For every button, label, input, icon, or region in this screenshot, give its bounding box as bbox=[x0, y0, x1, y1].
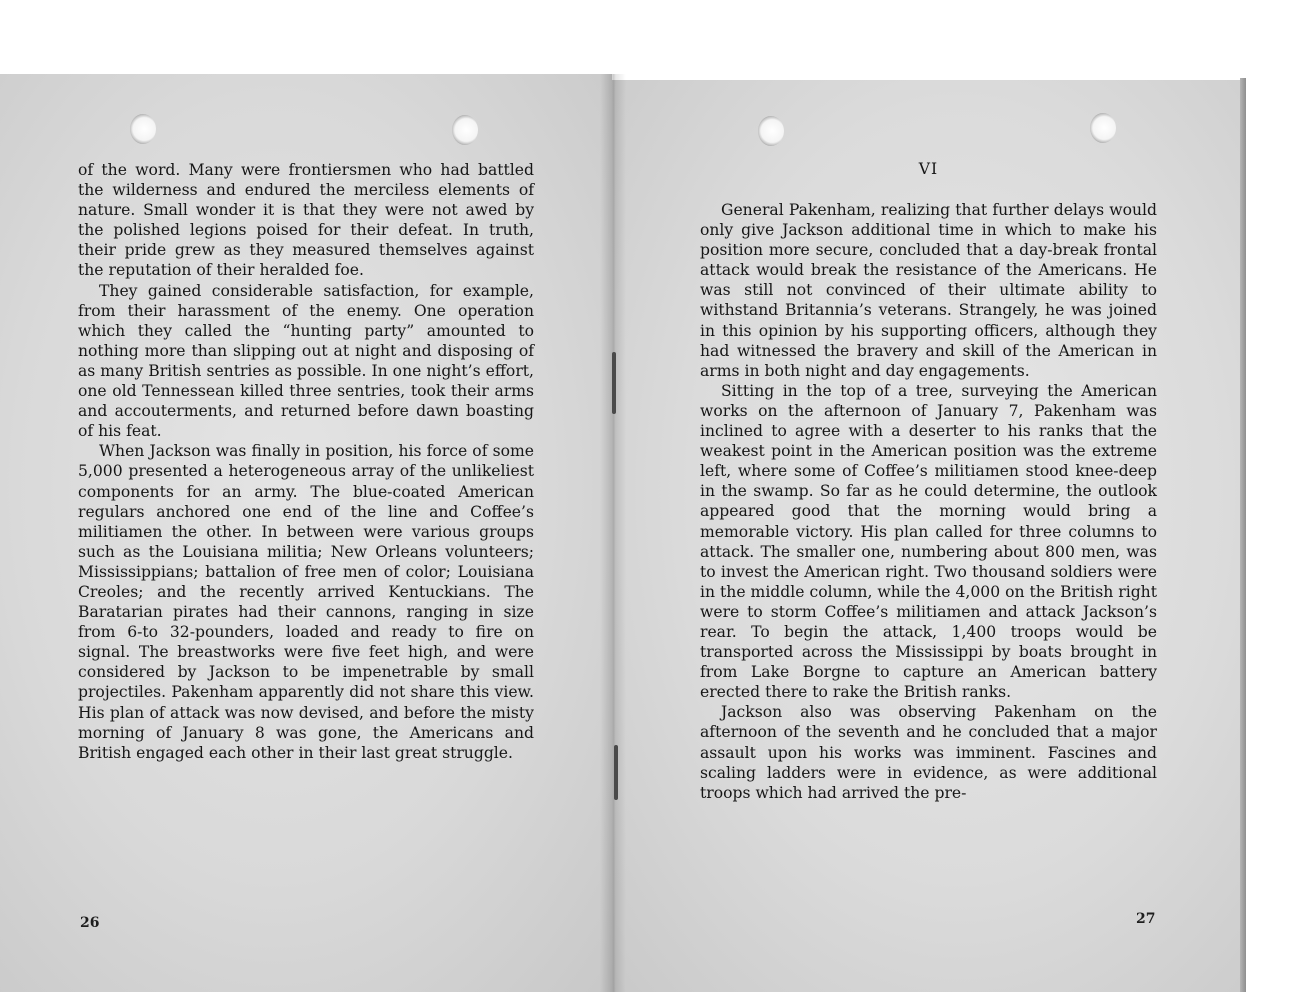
right-page-body bbox=[700, 200, 1157, 803]
chapter-heading: VI bbox=[918, 160, 939, 178]
page-edge-shadow bbox=[1240, 78, 1246, 992]
body-paragraph: of the word. Many were frontiersmen who had battled the wilderness and endured the merciless elements of nature. Small wonder it is that they were not awed by the polished legions poised for their defeat. In truth, their pride grew as they measured themselves against the reputation of their heralded foe. bbox=[78, 161, 534, 280]
punch-hole-left-2 bbox=[452, 115, 478, 145]
left-page-body bbox=[78, 160, 534, 763]
book-gutter bbox=[600, 74, 626, 992]
punch-hole-left-1 bbox=[130, 114, 156, 144]
staple-bottom bbox=[614, 745, 618, 800]
body-paragraph: They gained considerable satisfaction, for example, from their harassment of the enemy. One operation which they called the “hunting party” amounted to nothing more than slipping out at night and disposing of as many British sentries as possible. In one night’s effort, one old Tennessean killed three sentries, took their arms and accouterments, and returned before dawn boasting of his feat. bbox=[78, 281, 534, 441]
page-number-left: 26 bbox=[80, 915, 100, 931]
page-number-right: 27 bbox=[1136, 911, 1156, 927]
punch-hole-right-2 bbox=[1090, 113, 1116, 143]
body-paragraph: Sitting in the top of a tree, surveying the American works on the afternoon of January 7, Pakenham was inclined to agree with a deserter to his ranks that the weakest point in the American position was the extreme left, where some of Coffee’s militiamen stood knee-deep in the swamp. So far as he could determine, the outlook appeared good that the morning would bring a memorable victory. His plan called for three columns to attack. The smaller one, numbering about 800 men, was to invest the American right. Two thousand soldiers were in the middle column, while the 4,000 on the British right were to storm Coffee’s militiamen and attack Jackson’s rear. To begin the attack, 1,400 troops would be transported across the Mississippi by boats brought in from Lake Borgne to capture an American battery erected there to rake the British ranks. bbox=[700, 381, 1157, 702]
body-paragraph: General Pakenham, realizing that further delays would only give Jackson additional time in which to make his position more secure, concluded that a day-break frontal attack would break the resistance of the Americans. He was still not convinced of their ultimate ability to withstand Britannia’s veterans. Strangely, he was joined in this opinion by his supporting officers, although they had witnessed the bravery and skill of the American in arms in both night and day engagements. bbox=[700, 201, 1157, 380]
punch-hole-right-1 bbox=[758, 116, 784, 146]
body-paragraph: Jackson also was observing Pakenham on the afternoon of the seventh and he concluded that a major assault upon his works was imminent. Fascines and scaling ladders were in evidence, as were additional troops which had arrived the pre- bbox=[700, 703, 1157, 802]
staple-top bbox=[612, 352, 616, 414]
body-paragraph: When Jackson was finally in position, his force of some 5,000 presented a heterogeneous array of the unlikeliest components for an army. The blue-coated American regulars anchored one end of the line and Coffee’s militiamen the other. In between were various groups such as the Louisiana militia; New Orleans volunteers; Mississippians; battalion of free men of color; Louisiana Creoles; and the recently arrived Kentuckians. The Baratarian pirates had their cannons, ranging in size from 6-to 32-pounders, loaded and ready to fire on signal. The breastworks were five feet high, and were considered by Jackson to be impenetrable by small projectiles. Pakenham apparently did not share this view. His plan of attack was now devised, and before the misty morning of January 8 was gone, the Americans and British engaged each other in their last great struggle. bbox=[78, 442, 534, 762]
